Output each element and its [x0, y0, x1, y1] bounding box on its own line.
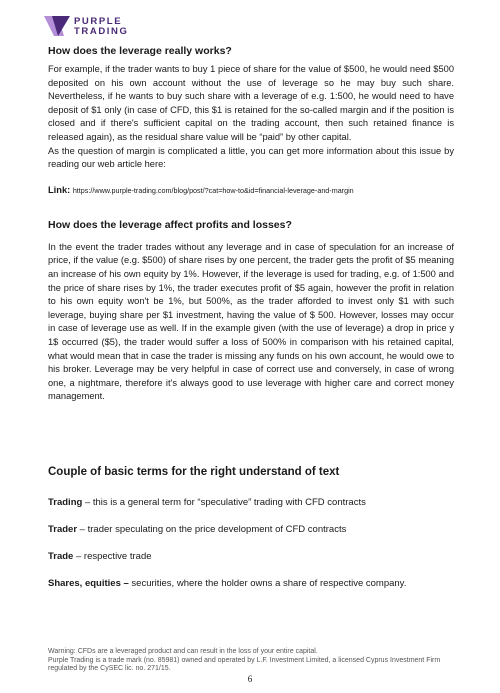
heading-basic-terms: Couple of basic terms for the right understand of text	[48, 465, 340, 478]
term-trade: Trade – respective trade	[48, 550, 152, 562]
logo-wordmark: PURPLE TRADING	[74, 16, 129, 37]
term-trading: Trading – this is a general term for “speculative” trading with CFD contracts	[48, 496, 366, 508]
article-link[interactable]: https://www.purple-trading.com/blog/post/?cat=how-to&id=financial-leverage-and-margin	[72, 185, 354, 195]
heading-profits-losses: How does the leverage affect profits and losses?	[48, 218, 292, 231]
paragraph-profits-losses: In the event the trader trades without any leverage and in case of speculation for an increase of price, if the value (e.g. $500) of share rises by one percent, the trader gets the profit of $5 meaning an increase of his own equity by 1%. However, if the leverage is used for trading, e.g. of 1:500 and the price of share rises by 1%, the trader executes profit of $5 again, however the profit in relation to his own equity won't be 1%, but 500%, as the trader afforded to invest only $1 with such leverage, buying share per $1 investment, having the value of $ 500. However, losses may occur in case of leverage use as well. If in the example given (with the use of leverage) a drop in price y 1$ occurred ($5), the trader would suffer a loss of 500% in comparison with his retained capital, what would mean that in case the trader is missing any funds on his own account, he would owe to his broker. Leverage may be very helpful in case of correct use and conversely, in case of wrong one, a nightmare, therefore it's always good to use leverage with higher care and correct money management.	[48, 241, 454, 402]
heading-leverage-works: How does the leverage really works?	[48, 45, 232, 57]
paragraph-margin-info: As the question of margin is complicated a little, you can get more information about this issue by reading our web article here:	[48, 145, 454, 170]
term-shares: Shares, equities – securities, where the holder owns a share of respective company.	[48, 577, 407, 589]
term-trader: Trader – trader speculating on the price development of CFD contracts	[48, 523, 347, 535]
document-body	[48, 45, 454, 590]
footer-warning: Warning: CFDs are a leveraged product and can result in the loss of your entire capital.	[48, 648, 318, 655]
footer-disclaimer	[48, 648, 468, 674]
page-number: 6	[247, 674, 253, 684]
link-label: Link:	[48, 184, 71, 195]
link-line	[48, 184, 454, 197]
purple-trading-logo	[44, 14, 164, 42]
footer-legal: Purple Trading is a trade mark (no. 85981) owned and operated by L.F. Investment Limited, a licensed Cyprus Investment Firm regulated by the CySEC lic. no. 271/15.	[48, 656, 441, 673]
paragraph-leverage-example: For example, if the trader wants to buy 1 piece of share for the value of $500, he would need $500 deposited on his own account without the use of leverage so he may buy such share. Nevertheless, if he wants to buy such share with a leverage of e.g. 1:500, he would need to have deposit of $1 only (in case of CFD, this $1 is retained for the so-called margin and if the position is closed and if there's sufficient capital on the trading account, then such retained finance is released again), as the residual share value will be “paid” by other capital.	[48, 64, 454, 142]
logo-mark-icon	[44, 16, 70, 36]
